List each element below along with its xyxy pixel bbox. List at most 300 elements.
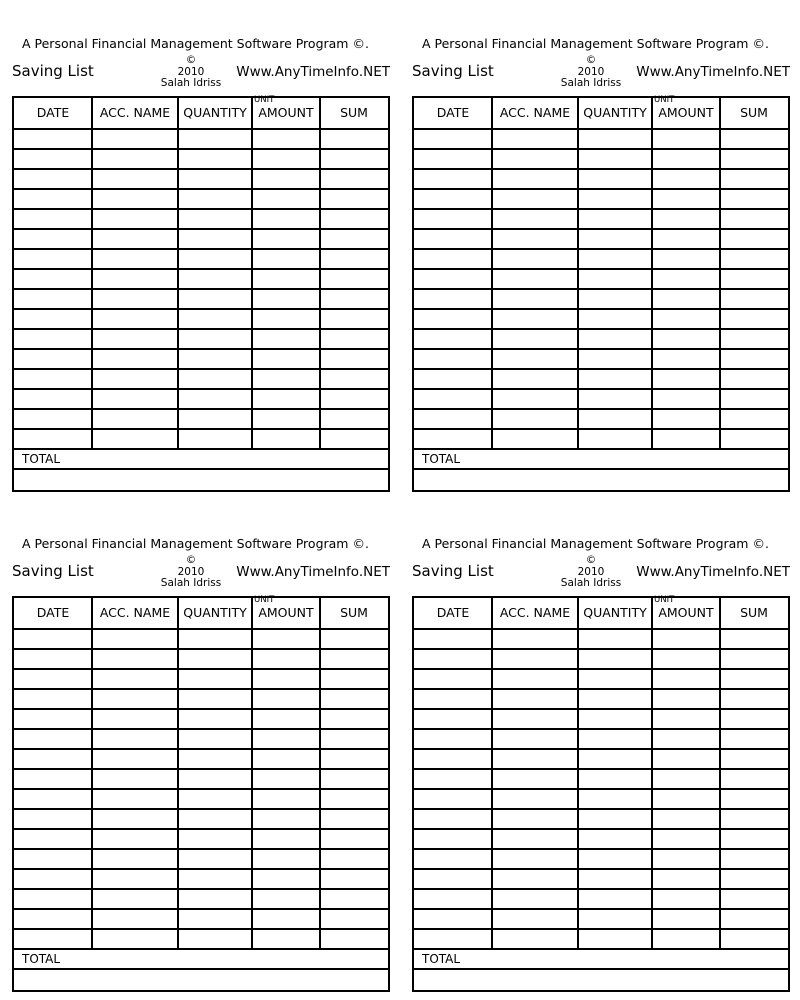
table-cell-date[interactable] — [14, 930, 92, 948]
table-cell-account-name[interactable] — [92, 650, 178, 668]
table-cell-date[interactable] — [14, 830, 92, 848]
table-cell-quantity[interactable] — [578, 850, 652, 868]
table-cell-date[interactable] — [14, 150, 92, 168]
table-cell-quantity[interactable] — [178, 290, 252, 308]
table-cell-sum[interactable] — [720, 710, 788, 728]
table-cell-sum[interactable] — [720, 130, 788, 148]
table-cell-date[interactable] — [14, 810, 92, 828]
table-cell-sum[interactable] — [720, 370, 788, 388]
table-cell-sum[interactable] — [320, 890, 388, 908]
table-cell-amount[interactable] — [252, 250, 320, 268]
table-cell-quantity[interactable] — [578, 790, 652, 808]
table-cell-amount[interactable] — [652, 170, 720, 188]
table-cell-date[interactable] — [414, 690, 492, 708]
table-cell-quantity[interactable] — [178, 350, 252, 368]
table-cell-account-name[interactable] — [492, 330, 578, 348]
table-cell-date[interactable] — [414, 410, 492, 428]
table-cell-date[interactable] — [14, 350, 92, 368]
table-cell-date[interactable] — [14, 190, 92, 208]
table-cell-amount[interactable] — [652, 730, 720, 748]
table-cell-account-name[interactable] — [492, 770, 578, 788]
table-cell-amount[interactable] — [652, 430, 720, 448]
table-cell-date[interactable] — [414, 910, 492, 928]
table-cell-amount[interactable] — [652, 750, 720, 768]
table-cell-account-name[interactable] — [92, 730, 178, 748]
table-cell-sum[interactable] — [320, 710, 388, 728]
table-cell-account-name[interactable] — [492, 390, 578, 408]
table-cell-date[interactable] — [14, 430, 92, 448]
table-cell-date[interactable] — [414, 350, 492, 368]
table-cell-account-name[interactable] — [492, 730, 578, 748]
table-cell-date[interactable] — [414, 210, 492, 228]
table-cell-quantity[interactable] — [178, 210, 252, 228]
table-cell-account-name[interactable] — [92, 710, 178, 728]
table-cell-date[interactable] — [14, 170, 92, 188]
table-cell-quantity[interactable] — [578, 770, 652, 788]
table-cell-date[interactable] — [414, 270, 492, 288]
table-cell-sum[interactable] — [320, 790, 388, 808]
table-cell-date[interactable] — [14, 210, 92, 228]
table-cell-amount[interactable] — [652, 270, 720, 288]
table-cell-date[interactable] — [414, 370, 492, 388]
table-cell-amount[interactable] — [652, 890, 720, 908]
table-cell-amount[interactable] — [652, 410, 720, 428]
table-cell-sum[interactable] — [320, 370, 388, 388]
table-cell-amount[interactable] — [252, 270, 320, 288]
table-cell-amount[interactable] — [252, 910, 320, 928]
table-cell-quantity[interactable] — [578, 250, 652, 268]
table-cell-quantity[interactable] — [178, 390, 252, 408]
table-cell-account-name[interactable] — [92, 670, 178, 688]
table-cell-quantity[interactable] — [578, 150, 652, 168]
table-cell-account-name[interactable] — [92, 930, 178, 948]
table-cell-date[interactable] — [14, 710, 92, 728]
table-cell-sum[interactable] — [720, 350, 788, 368]
table-cell-amount[interactable] — [252, 290, 320, 308]
table-cell-account-name[interactable] — [92, 350, 178, 368]
table-cell-sum[interactable] — [320, 770, 388, 788]
table-cell-sum[interactable] — [320, 830, 388, 848]
table-cell-amount[interactable] — [252, 750, 320, 768]
table-cell-sum[interactable] — [320, 310, 388, 328]
table-cell-amount[interactable] — [252, 130, 320, 148]
table-cell-account-name[interactable] — [492, 910, 578, 928]
table-cell-quantity[interactable] — [178, 310, 252, 328]
table-cell-account-name[interactable] — [492, 670, 578, 688]
table-cell-date[interactable] — [14, 790, 92, 808]
table-cell-date[interactable] — [14, 370, 92, 388]
table-cell-quantity[interactable] — [178, 250, 252, 268]
table-cell-date[interactable] — [414, 150, 492, 168]
table-cell-quantity[interactable] — [178, 870, 252, 888]
table-cell-amount[interactable] — [652, 810, 720, 828]
table-cell-amount[interactable] — [252, 230, 320, 248]
table-cell-quantity[interactable] — [578, 130, 652, 148]
table-cell-account-name[interactable] — [92, 190, 178, 208]
table-cell-amount[interactable] — [252, 670, 320, 688]
table-cell-amount[interactable] — [652, 290, 720, 308]
table-cell-quantity[interactable] — [578, 290, 652, 308]
table-cell-amount[interactable] — [652, 790, 720, 808]
table-cell-account-name[interactable] — [492, 830, 578, 848]
table-cell-sum[interactable] — [720, 430, 788, 448]
table-cell-date[interactable] — [14, 250, 92, 268]
table-cell-sum[interactable] — [320, 690, 388, 708]
table-cell-amount[interactable] — [252, 830, 320, 848]
table-cell-account-name[interactable] — [492, 210, 578, 228]
table-cell-account-name[interactable] — [92, 830, 178, 848]
table-cell-quantity[interactable] — [578, 650, 652, 668]
table-cell-account-name[interactable] — [492, 410, 578, 428]
table-cell-quantity[interactable] — [178, 770, 252, 788]
table-cell-date[interactable] — [14, 850, 92, 868]
table-cell-sum[interactable] — [720, 790, 788, 808]
table-cell-sum[interactable] — [720, 170, 788, 188]
table-cell-quantity[interactable] — [178, 710, 252, 728]
table-cell-date[interactable] — [14, 690, 92, 708]
table-cell-date[interactable] — [414, 930, 492, 948]
table-cell-account-name[interactable] — [92, 750, 178, 768]
table-cell-amount[interactable] — [652, 630, 720, 648]
table-cell-sum[interactable] — [320, 750, 388, 768]
table-cell-amount[interactable] — [652, 850, 720, 868]
table-cell-date[interactable] — [14, 770, 92, 788]
table-cell-account-name[interactable] — [492, 230, 578, 248]
table-cell-date[interactable] — [414, 790, 492, 808]
total-value-field[interactable] — [414, 470, 788, 490]
table-cell-sum[interactable] — [720, 630, 788, 648]
table-cell-sum[interactable] — [320, 910, 388, 928]
table-cell-account-name[interactable] — [92, 270, 178, 288]
table-cell-account-name[interactable] — [492, 290, 578, 308]
table-cell-quantity[interactable] — [178, 170, 252, 188]
table-cell-quantity[interactable] — [578, 370, 652, 388]
table-cell-sum[interactable] — [720, 410, 788, 428]
table-cell-amount[interactable] — [252, 330, 320, 348]
table-cell-account-name[interactable] — [492, 870, 578, 888]
table-cell-sum[interactable] — [320, 730, 388, 748]
table-cell-sum[interactable] — [720, 850, 788, 868]
table-cell-quantity[interactable] — [178, 890, 252, 908]
total-value-field[interactable] — [414, 970, 788, 990]
table-cell-sum[interactable] — [320, 150, 388, 168]
table-cell-amount[interactable] — [652, 650, 720, 668]
table-cell-amount[interactable] — [252, 930, 320, 948]
table-cell-amount[interactable] — [652, 350, 720, 368]
table-cell-amount[interactable] — [252, 390, 320, 408]
table-cell-quantity[interactable] — [578, 390, 652, 408]
table-cell-date[interactable] — [414, 130, 492, 148]
table-cell-date[interactable] — [414, 710, 492, 728]
table-cell-date[interactable] — [414, 330, 492, 348]
table-cell-amount[interactable] — [252, 630, 320, 648]
table-cell-date[interactable] — [14, 330, 92, 348]
table-cell-amount[interactable] — [252, 870, 320, 888]
table-cell-quantity[interactable] — [178, 150, 252, 168]
table-cell-account-name[interactable] — [92, 230, 178, 248]
table-cell-quantity[interactable] — [578, 630, 652, 648]
table-cell-amount[interactable] — [652, 710, 720, 728]
table-cell-account-name[interactable] — [92, 870, 178, 888]
table-cell-quantity[interactable] — [578, 930, 652, 948]
table-cell-date[interactable] — [14, 730, 92, 748]
table-cell-quantity[interactable] — [178, 190, 252, 208]
table-cell-account-name[interactable] — [92, 170, 178, 188]
table-cell-date[interactable] — [414, 770, 492, 788]
table-cell-quantity[interactable] — [178, 330, 252, 348]
table-cell-quantity[interactable] — [578, 830, 652, 848]
table-cell-amount[interactable] — [252, 190, 320, 208]
table-cell-date[interactable] — [414, 670, 492, 688]
table-cell-sum[interactable] — [320, 130, 388, 148]
table-cell-sum[interactable] — [320, 870, 388, 888]
table-cell-quantity[interactable] — [178, 430, 252, 448]
total-value-field[interactable] — [14, 970, 388, 990]
table-cell-amount[interactable] — [252, 850, 320, 868]
table-cell-date[interactable] — [14, 630, 92, 648]
table-cell-account-name[interactable] — [492, 250, 578, 268]
table-cell-date[interactable] — [414, 310, 492, 328]
table-cell-quantity[interactable] — [578, 910, 652, 928]
table-cell-quantity[interactable] — [578, 870, 652, 888]
table-cell-account-name[interactable] — [92, 770, 178, 788]
table-cell-amount[interactable] — [652, 870, 720, 888]
table-cell-date[interactable] — [414, 750, 492, 768]
table-cell-quantity[interactable] — [578, 170, 652, 188]
table-cell-amount[interactable] — [252, 770, 320, 788]
table-cell-amount[interactable] — [252, 210, 320, 228]
table-cell-sum[interactable] — [720, 210, 788, 228]
table-cell-quantity[interactable] — [578, 350, 652, 368]
table-cell-account-name[interactable] — [92, 850, 178, 868]
table-cell-date[interactable] — [414, 430, 492, 448]
table-cell-amount[interactable] — [652, 690, 720, 708]
table-cell-quantity[interactable] — [578, 810, 652, 828]
table-cell-sum[interactable] — [720, 910, 788, 928]
table-cell-quantity[interactable] — [178, 910, 252, 928]
table-cell-account-name[interactable] — [92, 150, 178, 168]
table-cell-account-name[interactable] — [492, 810, 578, 828]
table-cell-sum[interactable] — [320, 170, 388, 188]
table-cell-amount[interactable] — [652, 230, 720, 248]
table-cell-sum[interactable] — [320, 330, 388, 348]
table-cell-quantity[interactable] — [178, 650, 252, 668]
table-cell-date[interactable] — [414, 650, 492, 668]
table-cell-account-name[interactable] — [92, 250, 178, 268]
table-cell-sum[interactable] — [320, 270, 388, 288]
table-cell-amount[interactable] — [252, 370, 320, 388]
table-cell-account-name[interactable] — [92, 790, 178, 808]
table-cell-sum[interactable] — [720, 870, 788, 888]
table-cell-date[interactable] — [414, 730, 492, 748]
table-cell-amount[interactable] — [252, 810, 320, 828]
table-cell-sum[interactable] — [320, 850, 388, 868]
table-cell-sum[interactable] — [720, 670, 788, 688]
table-cell-sum[interactable] — [720, 810, 788, 828]
table-cell-account-name[interactable] — [92, 390, 178, 408]
table-cell-account-name[interactable] — [492, 370, 578, 388]
table-cell-date[interactable] — [414, 230, 492, 248]
table-cell-date[interactable] — [14, 130, 92, 148]
table-cell-account-name[interactable] — [492, 350, 578, 368]
table-cell-amount[interactable] — [252, 730, 320, 748]
table-cell-amount[interactable] — [252, 410, 320, 428]
table-cell-account-name[interactable] — [492, 690, 578, 708]
table-cell-amount[interactable] — [652, 150, 720, 168]
table-cell-amount[interactable] — [652, 670, 720, 688]
table-cell-date[interactable] — [14, 650, 92, 668]
table-cell-account-name[interactable] — [92, 810, 178, 828]
table-cell-sum[interactable] — [720, 890, 788, 908]
table-cell-sum[interactable] — [320, 210, 388, 228]
table-cell-sum[interactable] — [720, 230, 788, 248]
table-cell-quantity[interactable] — [178, 410, 252, 428]
table-cell-quantity[interactable] — [178, 370, 252, 388]
table-cell-account-name[interactable] — [92, 330, 178, 348]
table-cell-date[interactable] — [414, 290, 492, 308]
table-cell-account-name[interactable] — [492, 930, 578, 948]
table-cell-quantity[interactable] — [178, 730, 252, 748]
table-cell-quantity[interactable] — [178, 130, 252, 148]
table-cell-account-name[interactable] — [492, 710, 578, 728]
table-cell-sum[interactable] — [720, 730, 788, 748]
table-cell-date[interactable] — [14, 290, 92, 308]
table-cell-amount[interactable] — [652, 910, 720, 928]
table-cell-sum[interactable] — [720, 750, 788, 768]
table-cell-quantity[interactable] — [178, 690, 252, 708]
table-cell-sum[interactable] — [320, 390, 388, 408]
table-cell-amount[interactable] — [252, 150, 320, 168]
table-cell-amount[interactable] — [252, 310, 320, 328]
table-cell-date[interactable] — [414, 190, 492, 208]
table-cell-amount[interactable] — [652, 190, 720, 208]
table-cell-account-name[interactable] — [92, 430, 178, 448]
table-cell-amount[interactable] — [652, 330, 720, 348]
table-cell-date[interactable] — [14, 310, 92, 328]
table-cell-quantity[interactable] — [578, 890, 652, 908]
table-cell-sum[interactable] — [320, 230, 388, 248]
table-cell-date[interactable] — [414, 890, 492, 908]
table-cell-sum[interactable] — [320, 810, 388, 828]
table-cell-account-name[interactable] — [492, 170, 578, 188]
table-cell-amount[interactable] — [652, 310, 720, 328]
table-cell-quantity[interactable] — [178, 810, 252, 828]
table-cell-quantity[interactable] — [178, 830, 252, 848]
table-cell-sum[interactable] — [720, 770, 788, 788]
table-cell-account-name[interactable] — [492, 850, 578, 868]
table-cell-account-name[interactable] — [492, 130, 578, 148]
table-cell-date[interactable] — [14, 390, 92, 408]
table-cell-date[interactable] — [14, 670, 92, 688]
total-value-field[interactable] — [14, 470, 388, 490]
table-cell-amount[interactable] — [652, 370, 720, 388]
table-cell-sum[interactable] — [720, 830, 788, 848]
table-cell-account-name[interactable] — [92, 130, 178, 148]
table-cell-date[interactable] — [14, 890, 92, 908]
table-cell-date[interactable] — [14, 230, 92, 248]
table-cell-quantity[interactable] — [578, 710, 652, 728]
table-cell-amount[interactable] — [652, 390, 720, 408]
table-cell-date[interactable] — [414, 870, 492, 888]
table-cell-quantity[interactable] — [578, 430, 652, 448]
table-cell-sum[interactable] — [320, 670, 388, 688]
table-cell-sum[interactable] — [320, 190, 388, 208]
table-cell-account-name[interactable] — [92, 310, 178, 328]
table-cell-account-name[interactable] — [492, 750, 578, 768]
table-cell-sum[interactable] — [720, 650, 788, 668]
table-cell-account-name[interactable] — [492, 890, 578, 908]
table-cell-sum[interactable] — [720, 390, 788, 408]
table-cell-amount[interactable] — [652, 130, 720, 148]
table-cell-sum[interactable] — [720, 150, 788, 168]
table-cell-quantity[interactable] — [578, 210, 652, 228]
table-cell-amount[interactable] — [252, 650, 320, 668]
table-cell-quantity[interactable] — [578, 410, 652, 428]
table-cell-account-name[interactable] — [492, 630, 578, 648]
table-cell-quantity[interactable] — [178, 930, 252, 948]
table-cell-account-name[interactable] — [492, 190, 578, 208]
table-cell-account-name[interactable] — [92, 630, 178, 648]
table-cell-sum[interactable] — [720, 310, 788, 328]
table-cell-quantity[interactable] — [578, 330, 652, 348]
table-cell-quantity[interactable] — [578, 670, 652, 688]
table-cell-amount[interactable] — [252, 350, 320, 368]
table-cell-sum[interactable] — [720, 930, 788, 948]
table-cell-amount[interactable] — [252, 890, 320, 908]
table-cell-quantity[interactable] — [578, 270, 652, 288]
table-cell-quantity[interactable] — [178, 790, 252, 808]
table-cell-account-name[interactable] — [92, 290, 178, 308]
table-cell-sum[interactable] — [320, 290, 388, 308]
table-cell-sum[interactable] — [720, 330, 788, 348]
table-cell-sum[interactable] — [720, 190, 788, 208]
table-cell-quantity[interactable] — [578, 730, 652, 748]
table-cell-sum[interactable] — [320, 430, 388, 448]
table-cell-quantity[interactable] — [578, 690, 652, 708]
table-cell-account-name[interactable] — [492, 150, 578, 168]
table-cell-sum[interactable] — [320, 930, 388, 948]
table-cell-amount[interactable] — [252, 430, 320, 448]
table-cell-amount[interactable] — [252, 170, 320, 188]
table-cell-date[interactable] — [14, 410, 92, 428]
table-cell-quantity[interactable] — [578, 750, 652, 768]
table-cell-quantity[interactable] — [178, 630, 252, 648]
table-cell-account-name[interactable] — [492, 310, 578, 328]
table-cell-quantity[interactable] — [578, 190, 652, 208]
table-cell-sum[interactable] — [720, 690, 788, 708]
table-cell-sum[interactable] — [320, 350, 388, 368]
table-cell-sum[interactable] — [320, 630, 388, 648]
table-cell-date[interactable] — [414, 390, 492, 408]
table-cell-account-name[interactable] — [492, 430, 578, 448]
table-cell-date[interactable] — [414, 170, 492, 188]
table-cell-quantity[interactable] — [178, 750, 252, 768]
table-cell-account-name[interactable] — [92, 910, 178, 928]
table-cell-quantity[interactable] — [578, 230, 652, 248]
table-cell-amount[interactable] — [252, 710, 320, 728]
table-cell-account-name[interactable] — [92, 210, 178, 228]
table-cell-sum[interactable] — [320, 650, 388, 668]
table-cell-quantity[interactable] — [578, 310, 652, 328]
table-cell-account-name[interactable] — [92, 890, 178, 908]
table-cell-sum[interactable] — [720, 270, 788, 288]
table-cell-sum[interactable] — [720, 290, 788, 308]
table-cell-quantity[interactable] — [178, 230, 252, 248]
table-cell-date[interactable] — [414, 250, 492, 268]
table-cell-account-name[interactable] — [492, 270, 578, 288]
table-cell-account-name[interactable] — [92, 410, 178, 428]
table-cell-amount[interactable] — [252, 690, 320, 708]
